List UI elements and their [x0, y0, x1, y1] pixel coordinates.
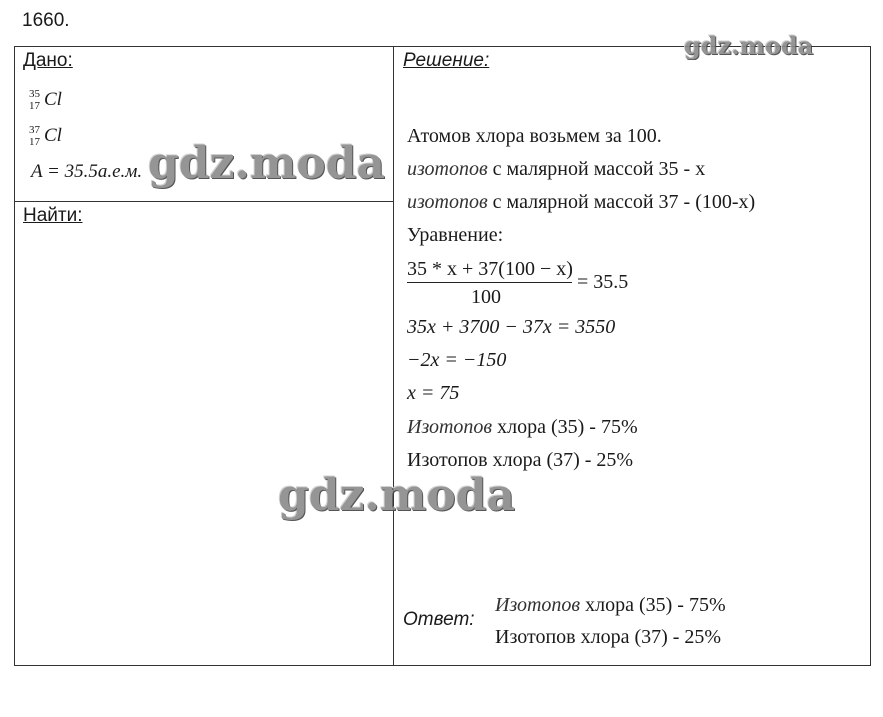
solution-line-3	[407, 191, 755, 214]
watermark-top: gdz.moda	[684, 31, 814, 60]
solution-header: Решение:	[403, 50, 490, 71]
mass-number: 37	[29, 124, 40, 136]
line-text: хлора (35) - 75%	[492, 416, 638, 438]
atomic-number: 17	[29, 136, 40, 148]
line-text: с малярной массой 37 - (100-х)	[487, 191, 756, 213]
line-text: с малярной массой 35 - х	[487, 158, 706, 180]
watermark-center: gdz.moda	[278, 470, 516, 521]
equation-1: 35x + 3700 − 37x = 3550	[407, 316, 616, 338]
fraction-rhs: = 35.5	[577, 271, 629, 293]
atomic-number: 17	[29, 100, 40, 112]
atomic-mass: A = 35.5а.е.м.	[31, 161, 143, 182]
element-symbol: Cl	[44, 89, 62, 110]
vertical-divider	[393, 47, 394, 665]
mass-number: 35	[29, 88, 40, 100]
solution-line-1: Атомов хлора возьмем за 100.	[407, 125, 662, 147]
result-line-2: Изотопов хлора (37) - 25%	[407, 449, 634, 471]
given-header: Дано:	[23, 50, 73, 71]
italic-word: Изотопов	[407, 416, 493, 438]
solution-table	[14, 46, 871, 666]
fraction-bar	[407, 282, 572, 283]
equation-3: x = 75	[407, 382, 460, 404]
italic-word: изотопов	[407, 191, 488, 213]
answer-label: Ответ:	[403, 609, 475, 630]
answer-line-2: Изотопов хлора (37) - 25%	[495, 626, 722, 648]
horizontal-divider	[15, 201, 393, 202]
element-symbol: Cl	[44, 125, 62, 146]
problem-number: 1660.	[22, 10, 70, 31]
answer-line-1	[495, 594, 726, 617]
equation-2: −2x = −150	[407, 349, 507, 371]
fraction-numerator: 35 * x + 37(100 − x)	[407, 258, 573, 280]
result-line-1	[407, 416, 638, 439]
solution-line-4: Уравнение:	[407, 224, 504, 246]
solution-line-2	[407, 158, 705, 181]
find-header: Найти:	[23, 205, 83, 226]
fraction-denominator: 100	[471, 286, 501, 308]
line-text: хлора (35) - 75%	[580, 594, 726, 616]
italic-word: Изотопов	[495, 594, 581, 616]
watermark-left: gdz.moda	[148, 138, 386, 189]
italic-word: изотопов	[407, 158, 488, 180]
